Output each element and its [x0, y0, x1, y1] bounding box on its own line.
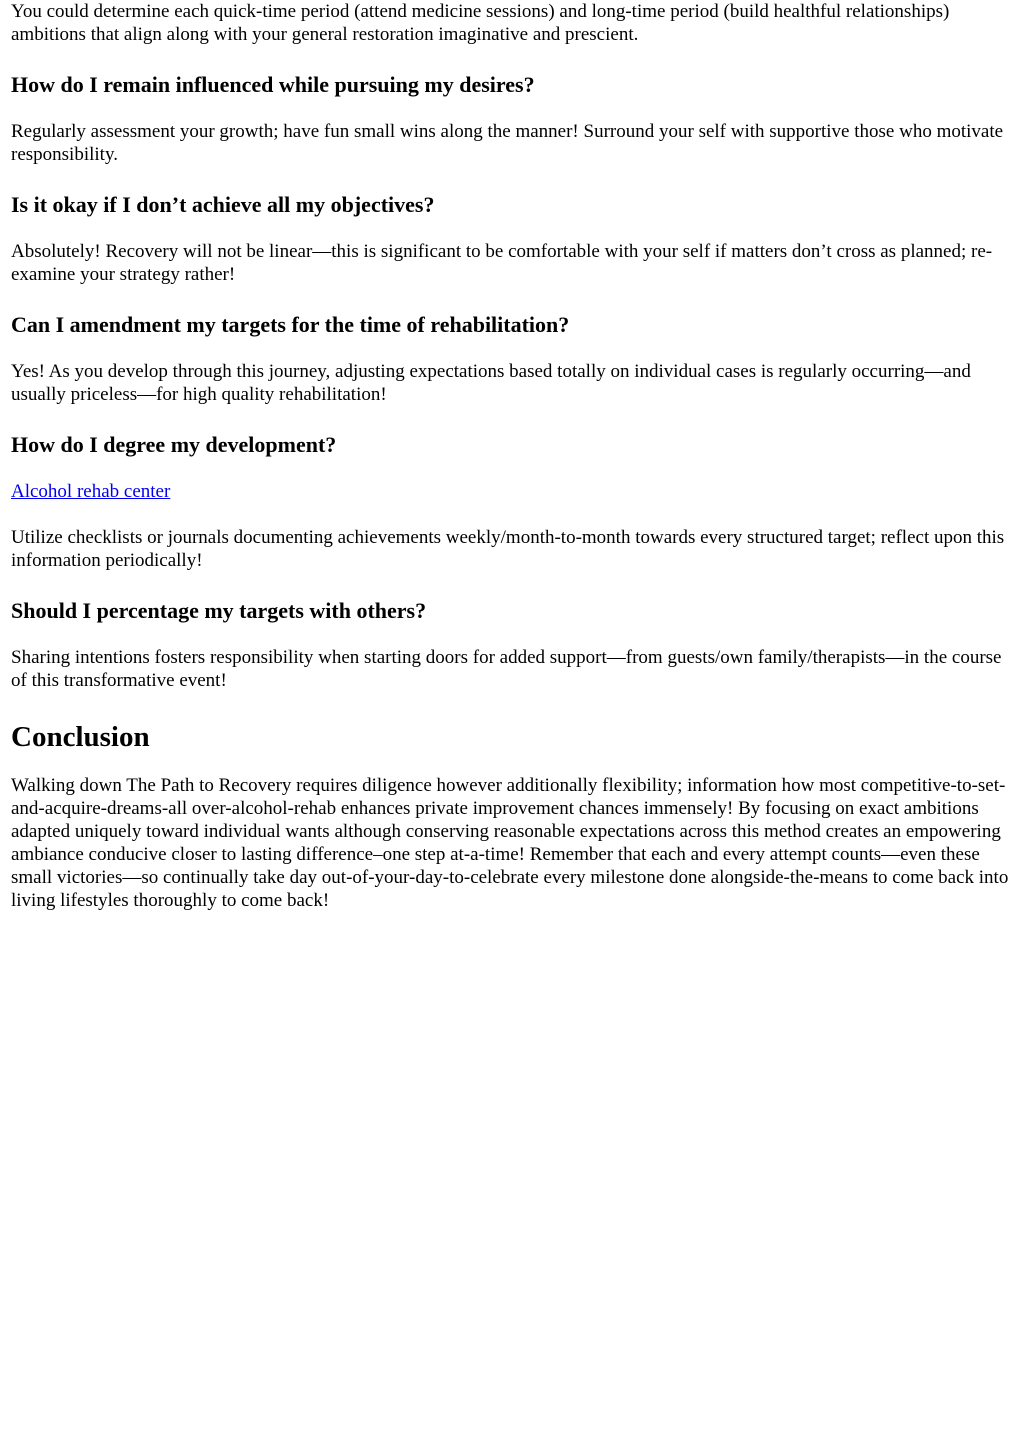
alcohol-rehab-center-link[interactable]: Alcohol rehab center	[11, 481, 171, 502]
conclusion-paragraph: Walking down The Path to Recovery requires diligence however additionally flexibility; information how most competitive-to-set-and-acquire-dreams-all over-alcohol-rehab enhances private improvement chances immensely! By focusing on exact ambitions adapted uniquely toward individual wants although conserving reasonable expectations across this method creates an empowering ambiance conducive closer to lasting difference–one step at-a-time! Remember that each and every attempt counts—even these small victories—so continually take day out-of-your-day-to-celebrate every milestone done alongside-the-means to come back into living lifestyles thoroughly to come back!	[11, 775, 1009, 911]
faq-question-3: Can I amendment my targets for the time of rehabilitation?	[11, 312, 570, 337]
faq-question-5: Should I percentage my targets with others?	[11, 598, 427, 623]
faq-answer-1: Regularly assessment your growth; have fun small wins along the manner! Surround your self with supportive those who motivate responsibility.	[11, 121, 1004, 165]
intro-paragraph: You could determine each quick-time period (attend medicine sessions) and long-time period (build healthful relationships) ambitions that align along with your general restoration imaginative and prescient.	[11, 1, 950, 45]
faq-question-2: Is it okay if I don’t achieve all my objectives?	[11, 192, 435, 217]
faq-question-1: How do I remain influenced while pursuing my desires?	[11, 72, 535, 97]
conclusion-heading: Conclusion	[11, 721, 150, 753]
faq-answer-2: Absolutely! Recovery will not be linear—this is significant to be comfortable with your self if matters don’t cross as planned; re-examine your strategy rather!	[11, 241, 993, 285]
faq-answer-3: Yes! As you develop through this journey, adjusting expectations based totally on individual cases is regularly occurring—and usually priceless—for high quality rehabilitation!	[11, 361, 971, 405]
faq-answer-4: Utilize checklists or journals documenting achievements weekly/month-to-month towards every structured target; reflect upon this information periodically!	[11, 527, 1005, 571]
faq-link-paragraph	[11, 480, 1014, 503]
faq-question-4: How do I degree my development?	[11, 432, 337, 457]
faq-answer-5: Sharing intentions fosters responsibility when starting doors for added support—from guests/own family/therapists—in the course of this transformative event!	[11, 647, 1002, 691]
